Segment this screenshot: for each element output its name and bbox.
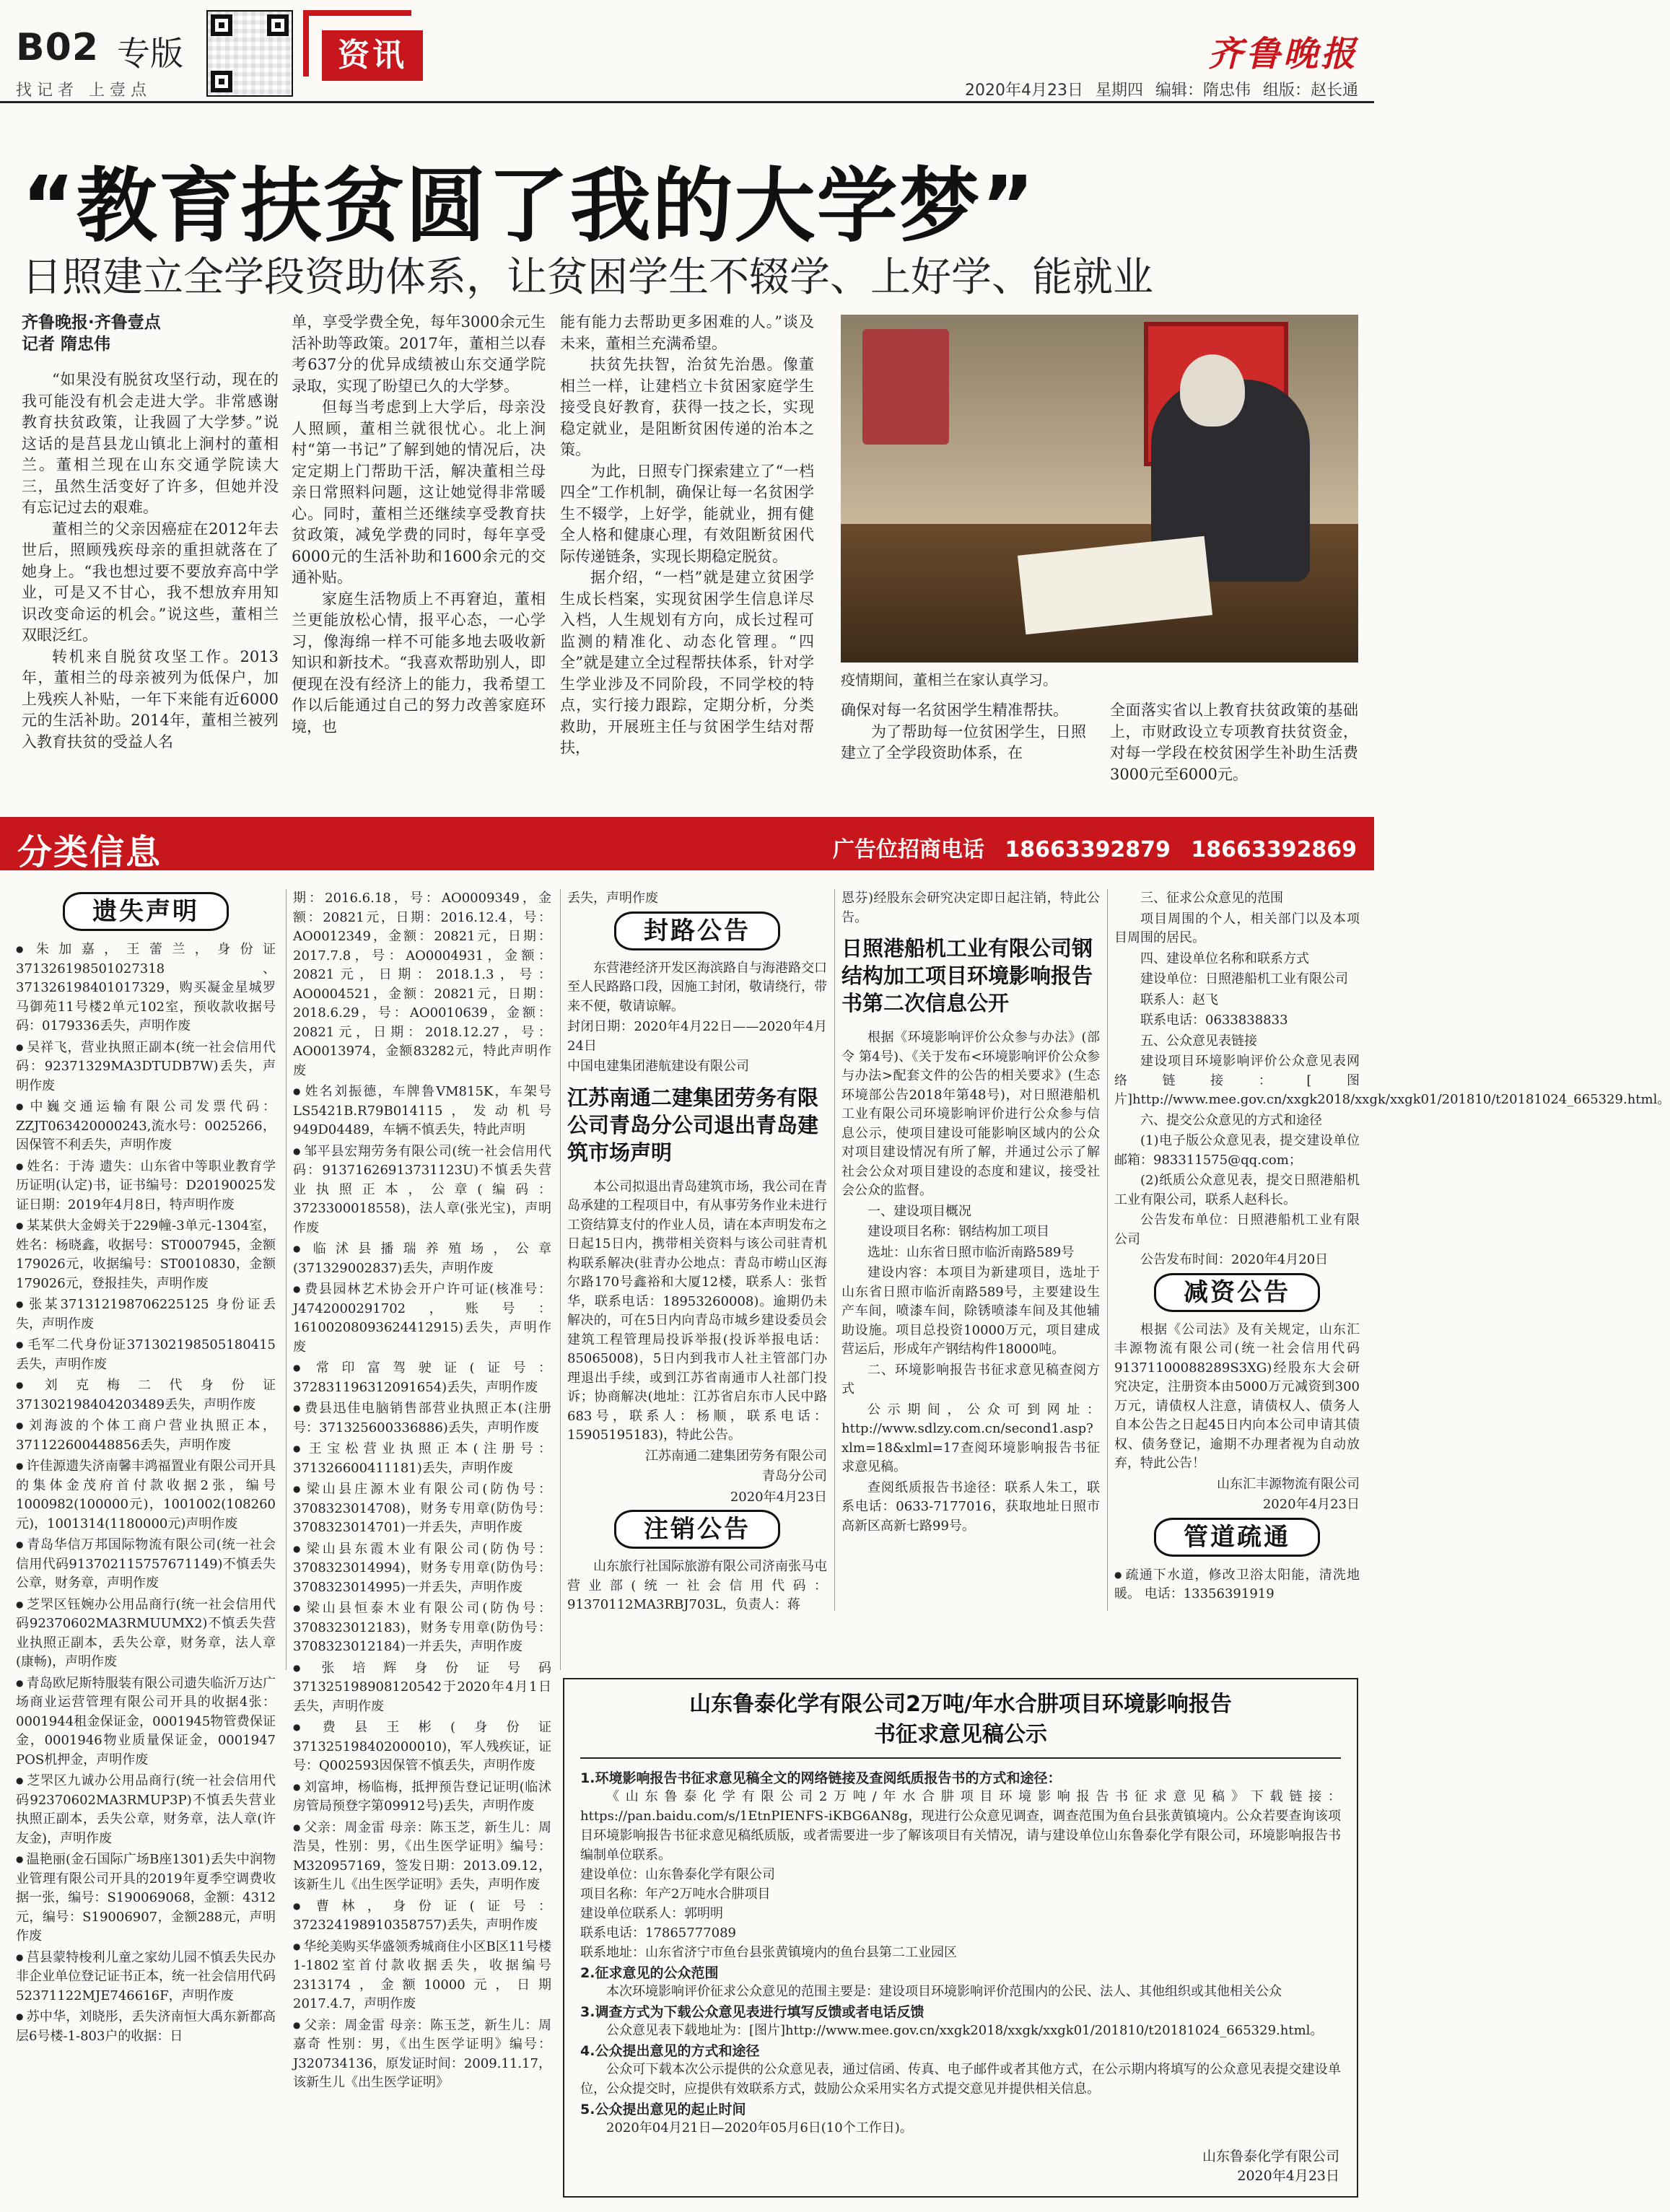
lost-notice-item: ● 芝罘区九诚办公用品商行(统一社会信用代码92370602MA3RMUP3P)不慎丢失营业执照正副本，丢失公章，财务章，法人章(许友金)，声明作废 — [16, 1771, 276, 1848]
column-divider — [286, 889, 287, 1670]
header-meta: 2020年4月23日 星期四 编辑：隋忠伟 组版：赵长通 — [965, 82, 1358, 100]
rizhao-notice-paragraph: 公示期间，公众可到网址：http://www.sdlzy.com.cn/second1.asp?xlm=18&xlml=17查阅环境影响报告书征求意见稿。 — [841, 1402, 1100, 1474]
article-headline: “教育扶贫圆了我的大学梦” — [22, 159, 1036, 253]
lost-notice-item: ● 张培辉身份证号码371325198908120542于2020年4月1日丢失，声明作废 — [293, 1658, 551, 1717]
lost-notice-item: ● 父亲：周金雷 母亲：陈玉芝，新生儿：周浩昊，性别：男，《出生医学证明》编号：M320957169，签发日期：2013.09.12，该新生儿《出生医学证明》丢失，声明作废 — [293, 1818, 551, 1895]
rizhao-notice-paragraph: 建设项目环境影响评价公众意见表网络链接：[图片]http://www.mee.gov.cn/xxgk2018/xxgk/xxgk01/201810/t20181024_665329.html。 — [1114, 1054, 1670, 1107]
rizhao-notice-paragraph: 公告发布单位：日照港船机工业有限公司 — [1114, 1212, 1360, 1247]
road-closure-date: 封闭日期：2020年4月22日——2020年4月24日 — [567, 1019, 827, 1054]
article-photo — [841, 315, 1358, 663]
lost-notice-item: ● 朱加嘉，王蕾兰，身份证371326198501027318、371326198401017329，购买凝金星城罗马御苑11号楼2单元102室，预收款收据号码：0179336丢失，声明作废 — [16, 940, 276, 1036]
notice-project: 项目名称：年产2万吨水合肼项目 — [580, 1887, 771, 1902]
notice-contact: 建设单位联系人：郭明明 — [580, 1906, 723, 1921]
article-paragraph: 为了帮助每一位贫困学生，日照建立了全学段资助体系，在 — [841, 722, 1086, 761]
notice-date: 2020年4月23日 — [1237, 2168, 1339, 2184]
section-tag: 资讯 — [322, 30, 423, 81]
rizhao-notice-paragraph: 联系电话：0633838833 — [1140, 1013, 1288, 1028]
notice-section-heading: 2.征求意见的公众范围 — [580, 1965, 719, 1981]
article-paragraph: 确保对每一名贫困学生精准帮扶。 — [841, 701, 1068, 719]
lost-notice-item: ● 青岛华信万邦国际物流有限公司(统一社会信用代码913702115757671149)不慎丢失公章，财务章，声明作废 — [16, 1535, 276, 1594]
lost-notice-item: ● 常印富驾驶证(证号：372831196312091654)丢失，声明作废 — [293, 1358, 551, 1397]
notices-column-5 — [1114, 889, 1670, 1670]
lost-notice-item: ● 费县王彬(身份证371325198402000010)，军人残疾证，证号：Q002593因保管不慎丢失，声明作废 — [293, 1718, 551, 1776]
lost-notice-item: ● 曹林，身份证(证号：372324198910358757)丢失，声明作废 — [293, 1897, 551, 1936]
classified-title: 分类信息 — [17, 832, 162, 873]
notices-column-3 — [567, 889, 827, 1670]
lost-notice-item: ● 张某371312198706225125 身份证丢失，声明作废 — [16, 1295, 276, 1334]
jiangsu-notice-signer: 江苏南通二建集团劳务有限公司 — [645, 1448, 827, 1464]
lost-notice-item: ● 梁山县庄源木业有限公司(防伪号：3708323014708)，财务专用章(防伪号：3708323014701)一并丢失，声明作废 — [293, 1479, 551, 1538]
article-paragraph: 家庭生活物质上不再窘迫，董相兰更能放松心情，报平心态，一心学习，像海绵一样不可能多地去吸收新知识和新技术。“我喜欢帮助别人，即便现在没有经济上的能力，我希望工作以后能通过自己的努力改善家庭环境，也 — [292, 590, 546, 735]
lost-notice-item: ● 某某供大金姆关于229幢-3单元-1304室，姓名：杨晓鑫，收据号：ST0007945，金额179026元，收据编号：ST0010830，金额179026元，登报挂失，声明作废 — [16, 1216, 276, 1293]
lost-notice-item: ● 许佳源遗失济南馨丰鸿福置业有限公司开具的集体金茂府首付款收据2张，编号1000982(100000元)，1001002(108260元)，1001314(1180000元)声明作废 — [16, 1456, 276, 1534]
page-number: B02 — [16, 26, 99, 69]
lutai-eia-notice-box — [563, 1678, 1358, 2198]
notice-section-heading: 3.调查方式为下载公众意见表进行填写反馈或者电话反馈 — [580, 2004, 924, 2020]
rizhao-notice-paragraph: 一、建设项目概况 — [867, 1203, 971, 1219]
rizhao-notice-paragraph: 根据《环境影响评价公众参与办法》(部令 第4号)、《关于发布<环境影响评价公众参与办法>配套文件的公告的相关要求》(生态环境部公告2018年第48号)，对日照港船机工业有限公司环境影响评价进行公众参与信息公示，使项目建设可能影响区域内的公众对项目建设情况有所了解，并通过公示了解社会公众对项目建设的态度和建议，接受社会公众的监督。 — [841, 1030, 1100, 1198]
column-divider — [1107, 889, 1108, 1611]
column-divider — [834, 889, 835, 1611]
pipe-cleaning-heading: 管道疏通 — [1154, 1518, 1320, 1557]
notice-section-text: 公众可下载本次公示提供的公众意见表，通过信函、传真、电子邮件或者其他方式，在公示期内将填写的公众意见表提交建设单位，公众提交时，应提供有效联系方式，鼓励公众采用实名方式提交意见并提供相关信息。 — [580, 2062, 1341, 2097]
lost-notices-column-2 — [293, 889, 551, 2195]
notice-section-text: 本次环境影响评价征求公众意见的范围主要是：建设项目环境影响评价范围内的公民、法人、其他组织或其他相关公众 — [606, 1984, 1282, 1999]
capital-reduction-signer: 山东汇丰源物流有限公司 — [1217, 1476, 1360, 1492]
notices-column-4 — [841, 889, 1100, 1670]
lutai-notice-body — [580, 1767, 1341, 2138]
rizhao-notice-paragraph: 选址：山东省日照市临沂南路589号 — [867, 1244, 1075, 1260]
newspaper-logo: 齐鲁晚报 — [1207, 34, 1358, 74]
capital-reduction-heading: 减资公告 — [1154, 1273, 1320, 1312]
rizhao-notice-paragraph: 联系人：赵飞 — [1140, 992, 1218, 1007]
qr-code-icon[interactable] — [206, 10, 293, 97]
notice-phone: 联系电话：17865777089 — [580, 1925, 736, 1941]
rizhao-notice-paragraph: 项目周围的个人，相关部门以及本项目周围的居民。 — [1114, 911, 1360, 945]
lost-notice-item: ● 中巍交通运输有限公司发票代码：ZZJT063420000243,流水号：0025266，因保管不利丢失，声明作废 — [16, 1097, 276, 1155]
jiangsu-notice-body: 本公司拟退出青岛建筑市场，我公司在青岛承建的工程项目中，有从事劳务作业未进行工资结算支付的作业人员，请在本声明发布之日起15日内，携带相关资料与该公司驻青机构联系解决(驻青办公地点：青岛市崂山区海尔路170号鑫裕和大厦12楼，联系人：张哲华，联系电话：18953260008)。逾期仍未解决的，可在5日内向青岛市城乡建设委员会建筑工程管理局投诉举报(投诉举报电话：85065008)，5日内到我市人社主管部门办理退出手续，或到江苏省南通市人社部门投诉；协商解决(地址：江苏省启东市人民中路683号，联系人：杨顺，联系电话：15905195183)，特此公告。 — [567, 1179, 827, 1443]
rizhao-notice-paragraph: 公告发布时间：2020年4月20日 — [1140, 1252, 1329, 1267]
article-column-1 — [22, 312, 279, 788]
lost-notice-item: ● 青岛欧尼斯特服装有限公司遗失临沂万达广场商业运营管理有限公司开具的收据4张：0001944租金保证金，0001945物管费保证金，0001946物业质量保证金，0001947 POS机押金，声明作废 — [16, 1674, 276, 1770]
article-paragraph: 全面落实省以上教育扶贫政策的基础上，市财政设立专项教育扶贫资金，对每一学段在校贫困学生补助生活费3000元至6000元。 — [1110, 701, 1358, 783]
cancellation-tail: 恩芬)经股东会研究决定即日起注销，特此公告。 — [841, 891, 1100, 925]
article-subhead: 日照建立全学段资助体系，让贫困学生不辍学、上好学、能就业 — [22, 254, 1153, 301]
rizhao-notice-paragraph: 建设内容：本项目为新建项目，选址于山东省日照市临沂南路589号，主要建设生产车间，喷漆车间，除锈喷漆车间及其他辅助设施。项目总投资10000万元，项目建成营运后，形成年产钢结构件18000吨。 — [841, 1265, 1100, 1357]
lost-notice-item: ● 费县园林艺术协会开户许可证(核准号：J4742000291702，账号：16100208093624412915)丢失，声明作废 — [293, 1280, 551, 1357]
jiangsu-notice-branch: 青岛分公司 — [762, 1469, 827, 1484]
lost-notice-item: ● 刘富坤，杨临梅，抵押预告登记证明(临沭房管局预登字第09912号)丢失，声明作废 — [293, 1778, 551, 1817]
lost-notice-item: ● 芝罘区钰婉办公用品商行(统一社会信用代码92370602MA3RMUUMX2)不慎丢失营业执照正副本，丢失公章，财务章，法人章(康畅)，声明作废 — [16, 1595, 276, 1672]
lutai-notice-title-line1: 山东鲁泰化学有限公司2万吨/年水合肼项目环境影响报告 — [689, 1692, 1232, 1717]
jiangsu-notice-date: 2020年4月23日 — [730, 1489, 827, 1505]
notice-signer: 山东鲁泰化学有限公司 — [1202, 2148, 1339, 2164]
lost-notice-item: ● 毛军二代身份证371302198505180415丢失，声明作废 — [16, 1335, 276, 1374]
jiangsu-notice-title: 江苏南通二建集团劳务有限公司青岛分公司退出青岛建筑市场声明 — [567, 1085, 819, 1165]
photo-caption: 疫情期间，董相兰在家认真学习。 — [841, 671, 1057, 688]
lost-notice-item: ● 温艳丽(金石国际广场B座1301)丢失中润物业管理有限公司开具的2019年夏季空调费收据一张，编号：S190069068，金额：4312元，编号：S19006907，金额288元，声明作废 — [16, 1850, 276, 1946]
article-paragraph: 能有能力去帮助更多困难的人。”谈及未来，董相兰充满希望。 — [560, 313, 814, 352]
article-paragraph: 扶贫先扶智，治贫先治愚。像董相兰一样，让建档立卡贫困家庭学生接受良好教育，获得一技之长，实现稳定就业，是阻断贫困传递的治本之策。 — [560, 356, 814, 458]
rizhao-notice-paragraph: 建设项目名称：钢结构加工项目 — [867, 1224, 1049, 1239]
lost-notice-item: ● 吴祥飞，营业执照正副本(统一社会信用代码：92371329MA3DTUDB7W)丢失，声明作废 — [16, 1038, 276, 1096]
ad-phone[interactable]: 广告位招商电话 18663392879 18663392869 — [832, 837, 1357, 862]
article-column-4 — [841, 700, 1086, 790]
cancellation-heading: 注销公告 — [614, 1510, 780, 1549]
article-paragraph: “如果没有脱贫攻坚行动，现在的我可能没有机会走进大学。非常感谢教育扶贫政策，让我圆了大学梦。”说这话的是莒县龙山镇北上涧村的董相兰。董相兰现在山东交通学院读大三，虽然生活变好了许多，但她并没有忘记过去的艰难。 — [22, 371, 279, 516]
article-paragraph: 转机来自脱贫攻坚工作。2013年，董相兰的母亲被列为低保户，加上残疾人补贴，一年下来能有近6000元的生活补助。2014年，董相兰被列入教育扶贫的受益人名 — [22, 647, 279, 751]
capital-reduction-date: 2020年4月23日 — [1262, 1497, 1360, 1512]
classified-banner — [0, 817, 1374, 873]
byline-source: 齐鲁晚报·齐鲁壹点 — [22, 313, 161, 332]
byline — [22, 312, 279, 355]
notice-section-text: 2020年04月21日—2020年05月6日(10个工作日)。 — [606, 2120, 913, 2136]
lost-notice-item: ● 父亲：周金雷 母亲：陈玉芝，新生儿：周嘉奇 性别：男，《出生医学证明》编号：J320734136，原发证时间：2009.11.17，该新生儿《出生医学证明》 — [293, 2016, 551, 2093]
article-paragraph: 单，享受学费全免，每年3000余元生活补助等政策。2017年，董相兰以春考637分的优异成绩被山东交通学院录取，实现了盼望已久的大学梦。 — [292, 313, 546, 395]
rizhao-notice-paragraph: (1)电子版公众意见表，提交建设单位邮箱：983311575@qq.com； — [1114, 1133, 1360, 1168]
lost-notice-item: ● 梁山县恒泰木业有限公司(防伪号：3708323012183)，财务专用章(防伪号：3708323012184)一并丢失，声明作废 — [293, 1599, 551, 1657]
lost-notice-item: ● 费县迅佳电脑销售部营业执照正本(注册号：371325600336886)丢失，声明作废 — [293, 1399, 551, 1438]
header-rule — [0, 101, 1374, 103]
rizhao-notice-paragraph: 建设单位：日照港船机工业有限公司 — [1140, 971, 1348, 987]
article-column-5 — [1110, 700, 1358, 790]
lost-notice-item: ● 王宝松营业执照正本(注册号：371326600411181)丢失，声明作废 — [293, 1439, 551, 1478]
lutai-notice-title-line2: 书征求意见稿公示 — [874, 1722, 1047, 1747]
notice-address: 联系地址：山东省济宁市鱼台县张黄镇境内的鱼台县第二工业园区 — [580, 1945, 957, 1960]
capital-reduction-body: 根据《公司法》及有关规定，山东汇丰源物流有限公司(统一社会信用代码91371100088289S3XG)经股东大会研究决定，注册资本由5000万元减资到300万元，请债权人注意，请债权人、债务人自本公告之日起45日内向本公司申请其债权、债务登记，逾期不办理者视为自动放弃，特此公告！ — [1114, 1321, 1360, 1471]
column-divider — [560, 889, 561, 1670]
notice-section-heading: 1.环境影响报告书征求意见稿全文的网络链接及查阅纸质报告书的方式和途径： — [580, 1770, 1062, 1786]
notice-section-heading: 5.公众提出意见的起止时间 — [580, 2102, 746, 2117]
article-paragraph: 据介绍，“一档”就是建立贫困学生成长档案，实现贫困学生信息详尽入档，人生规划有方向，成长过程可监测的精准化、动态化管理。“四全”就是建立全过程帮扶体系，针对学生学业涉及不同阶段，不同学校的特点，实行接力跟踪，定期分析，分类救助，开展班主任与贫困学生结对帮扶， — [560, 569, 814, 756]
lost-notice-tail: 丢失，声明作废 — [567, 891, 658, 906]
notice-unit: 建设单位：山东鲁泰化学有限公司 — [580, 1867, 775, 1882]
rizhao-notice-paragraph: 四、建设单位名称和联系方式 — [1140, 950, 1309, 966]
lost-notice-item: ● 临沭县播瑞养殖场，公章(371329002837)丢失，声明作废 — [293, 1239, 551, 1278]
lost-notice-heading: 遗失声明 — [63, 892, 229, 931]
byline-reporter: 记者 隋忠伟 — [22, 335, 111, 354]
rizhao-notice-paragraph: 三、征求公众意见的范围 — [1140, 891, 1283, 906]
lost-notice-item: ● 姓名：于涛 遗失：山东省中等职业教育学历证明(认定)书，证书编号：D20190025发证日期：2019年4月8日，特声明作废 — [16, 1157, 276, 1215]
lost-notice-item: ● 华纶美购买华盛领秀城商住小区B区11号楼1-1802室首付款收据丢失，收据编号2313174，金额10000元，日期2017.4.7，声明作废 — [293, 1937, 551, 2014]
lost-notice-item: ● 刘克梅二代身份证371302198404203489丢失，声明作废 — [16, 1376, 276, 1415]
pipe-cleaning-body: ● 疏通下水道，修改卫浴太阳能，清洗地暖。 电话：13356391919 — [1114, 1565, 1360, 1604]
road-closure-heading: 封路公告 — [614, 912, 780, 950]
article-column-2 — [292, 312, 546, 788]
lost-notice-item: ● 莒县蒙特梭利儿童之家幼儿园不慎丢失民办非企业单位登记证书正本，统一社会信用代码52371122MJE746616F，声明作废 — [16, 1948, 276, 2006]
road-closure-signer: 中国电建集团港航建设有限公司 — [567, 1059, 749, 1074]
lost-notices-column-1 — [16, 889, 276, 2195]
rizhao-notice-title: 日照港船机工业有限公司钢结构加工项目环境影响报告书第二次信息公开 — [841, 936, 1093, 1015]
lost-notice-item: ● 苏中华，刘晓彤，丢失济南恒大禹东新都高层6号楼-1-803户的收据：日 — [16, 2007, 276, 2046]
article-paragraph: 为此，日照专门探索建立了“一档四全”工作机制，确保让每一名贫困学生不辍学，上好学，能就业，拥有健全人格和健康心理，有效阻断贫困代际传递链条，实现长期稳定脱贫。 — [560, 462, 814, 565]
notice-rule — [580, 1757, 1341, 1759]
header-slogan: 找记者 上壹点 — [16, 82, 152, 100]
page-header — [0, 0, 1374, 108]
article-column-3 — [560, 312, 814, 788]
article-paragraph: 董相兰的父亲因癌症在2012年去世后，照顾残疾母亲的重担就落在了她身上。“我也想过要不要放弃高中学业，可是又不甘心，我不想放弃用知识改变命运的机会。”说这些，董相兰双眼泛红。 — [22, 520, 279, 644]
notice-section-text: 《山东鲁泰化学有限公司2万吨/年水合肼项目环境影响报告书征求意见稿》下载链接：https://pan.baidu.com/s/1EtnPIENFS-iKBG6AN8g，现进行公众意见调查，调查范围为鱼台县张黄镇境内。公众若要查询该项目环境影响报告书征求意见稿纸质版，或者需要进一步了解该项目有关情况，请与建设单位山东鲁泰化学有限公司，环境影响报告书编制单位联系。 — [580, 1789, 1341, 1863]
notice-section-text: 公众意见表下载地址为：[图片]http://www.mee.gov.cn/xxgk2018/xxgk/xxgk01/201810/t20181024_665329.html。 — [606, 2023, 1324, 2038]
road-closure-body: 东营港经济开发区海滨路自与海港路交口至人民路路口段，因施工封闭，敬请绕行，带来不便，敬请谅解。 — [567, 960, 827, 1014]
rizhao-notice-paragraph: 六、提交公众意见的方式和途径 — [1140, 1112, 1322, 1128]
article-paragraph: 但每当考虑到上大学后，母亲没人照顾，董相兰就很忧心。北上涧村“第一书记”了解到她的情况后，决定定期上门帮助干活，解决董相兰母亲日常照料问题，这让她觉得非常暖心。同时，董相兰还继续享受教育扶贫政策，减免学费的同时，每年享受6000元的生活补助和1600余元的交通补贴。 — [292, 398, 546, 586]
rizhao-notice-paragraph: 五、公众意见表链接 — [1140, 1033, 1257, 1049]
lost-notice-item: 期：2016.6.18，号：AO0009349，金额：20821元，日期：2016.12.4，号：AO0012349，金额：20821元，日期：2017.7.8，号：AO0004931，金额：20821元，日期：2018.1.3，号：AO0004521，金额：20821元，日期：2018.6.29，号：AO0010639，金额：20821元，日期：2018.12.27，号：AO0013974，金额83282元，特此声明作废 — [293, 891, 551, 1078]
lost-notice-item: ● 姓名刘振德，车牌鲁VM815K，车架号LS5421B.R79B014115，发动机号949D04489，车辆不慎丢失，特此声明 — [293, 1082, 551, 1140]
lost-notice-item: ● 梁山县东霞木业有限公司(防伪号：3708323014994)，财务专用章(防伪号：3708323014995)一并丢失，声明作废 — [293, 1539, 551, 1598]
page-section: 专版 — [117, 34, 183, 73]
lost-notice-item: ● 刘海波的个体工商户营业执照正本，371122600448856丢失，声明作废 — [16, 1416, 276, 1455]
lutai-notice-signature — [1202, 2147, 1339, 2186]
cancellation-body: 山东旅行社国际旅游有限公司济南张马屯营业部(统一社会信用代码：91370112MA3RBJ703L，负责人：蒋 — [567, 1559, 827, 1612]
rizhao-notice-paragraph: 查阅纸质报告书途径：联系人朱工，联系电话：0633-7177016，获取地址日照市高新区高新七路99号。 — [841, 1479, 1100, 1534]
notice-section-heading: 4.公众提出意见的方式和途径 — [580, 2043, 760, 2059]
lost-notice-item: ● 邹平县宏翔劳务有限公司(统一社会信用代码：91371626913731123U)不慎丢失营业执照正本，公章(编码：3723300018558)，法人章(张光宝)，声明作废 — [293, 1142, 551, 1238]
rizhao-notice-paragraph: (2)纸质公众意见表，提交日照港船机工业有限公司，联系人赵科长。 — [1114, 1173, 1360, 1207]
rizhao-notice-paragraph: 二、环境影响报告书征求意见稿查阅方式 — [841, 1362, 1100, 1396]
